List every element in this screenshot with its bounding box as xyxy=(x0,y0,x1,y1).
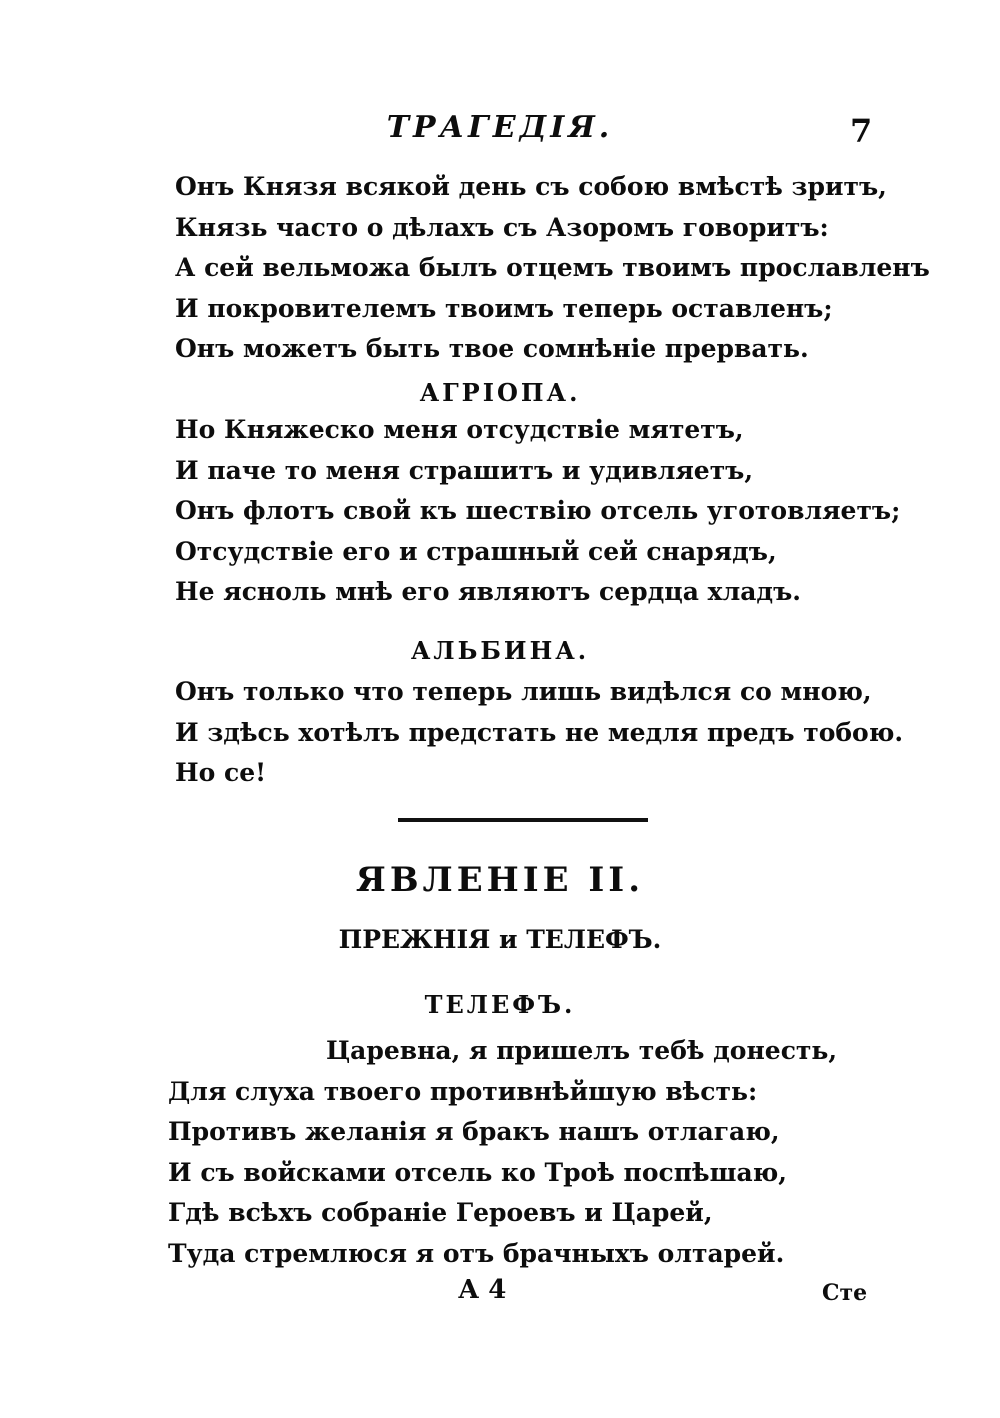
verse-line: Но Княжеско меня отсудствіе мятетъ, xyxy=(175,415,744,444)
speaker-name-telef: ТЕЛЕФЪ. xyxy=(424,990,576,1019)
scene-title: ЯВЛЕНІЕ II. xyxy=(355,860,645,900)
speaker-name-agriopa: АГРІОПА. xyxy=(419,378,581,407)
verse-line: Отсудствіе его и страшный сей снарядъ, xyxy=(175,536,777,566)
running-title: ТРАГЕДІЯ. xyxy=(386,110,614,145)
verse-line: Туда стремлюся я отъ брачныхъ олтарей. xyxy=(168,1238,785,1268)
verse-line: Противъ желанія я бракъ нашъ отлагаю, xyxy=(168,1117,780,1146)
speaker-name-albina: АЛЬБИНА. xyxy=(410,636,590,665)
verse-line: И паче то меня страшитъ и удивляетъ, xyxy=(175,455,754,485)
verse-line: Онъ можетъ быть твое сомнѣніе прервать. xyxy=(175,334,809,363)
verse-line: И съ войсками отсель ко Троѣ поспѣшаю, xyxy=(168,1157,787,1187)
verse-line: И покровителемъ твоимъ теперь оставленъ; xyxy=(175,293,833,323)
verse-block-1 xyxy=(175,167,930,370)
signature-mark: А 4 xyxy=(458,1275,507,1305)
verse-line: Для слуха твоего противнѣйшую вѣсть: xyxy=(168,1076,758,1106)
verse-line: Князь часто о дѣлахъ съ Азоромъ говоритъ: xyxy=(175,212,829,242)
verse-line: Но се! xyxy=(175,758,267,787)
verse-line: И здѣсь хотѣлъ предстать не медля предъ тобою. xyxy=(175,717,904,747)
verse-line: Гдѣ всѣхъ собраніе Героевъ и Царей, xyxy=(168,1198,713,1227)
verse-block-3 xyxy=(175,672,904,794)
verse-block-2 xyxy=(175,410,901,613)
verse-line: Онъ Князя всякой день съ собою вмѣстѣ зритъ, xyxy=(175,172,887,201)
verse-block-4 xyxy=(168,1031,888,1274)
section-divider xyxy=(398,818,648,822)
scene-persons: ПРЕЖНІЯ и ТЕЛЕФЪ. xyxy=(338,925,662,954)
page-number: 7 xyxy=(850,112,873,150)
verse-line: Онъ только что теперь лишь видѣлся со мною, xyxy=(175,677,872,706)
verse-line: А сей вельможа былъ отцемъ твоимъ прославленъ xyxy=(175,253,930,282)
verse-line: Онъ флотъ свой къ шествію отсель уготовляетъ; xyxy=(175,496,901,525)
verse-line: Царевна, я пришелъ тебѣ донесть, xyxy=(326,1036,838,1065)
catchword: Сте xyxy=(822,1280,868,1306)
verse-line: Не ясноль мнѣ его являютъ сердца хладъ. xyxy=(175,577,801,606)
